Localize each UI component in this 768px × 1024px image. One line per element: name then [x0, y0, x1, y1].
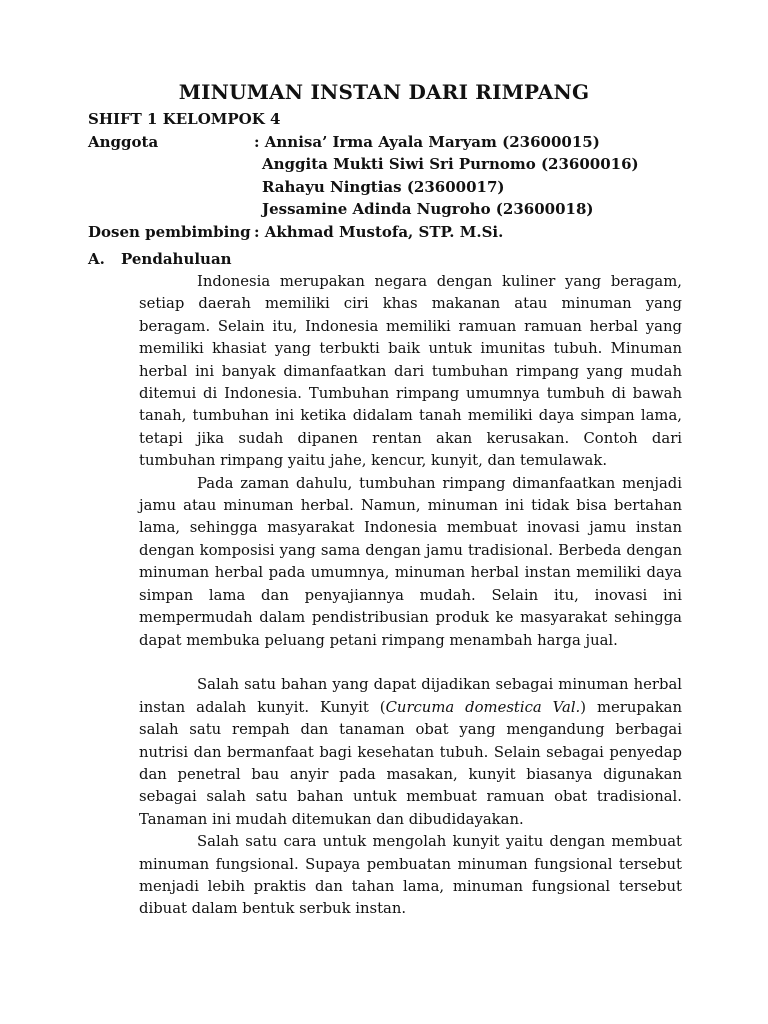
paragraph: Indonesia merupakan negara dengan kuliner yang beragam, setiap daerah memiliki ciri khas makanan atau minuman yang beragam. Selain itu, Indonesia memiliki ramuan ramuan herbal yang memiliki khasiat yang terbukti baik untuk imunitas tubuh. Minuman herbal ini banyak dimanfaatkan dari tumbuhan rimpang yang mudah ditemui di Indonesia. Tumbuhan rimpang umumnya tumbuh di bawah tanah, tumbuhan ini ketika didalam tanah memiliki daya simpan lama, tetapi jika sudah dipanen rentan akan kerusakan. Contoh dari tumbuhan rimpang yaitu jahe, kencur, kunyit, dan temulawak. — [139, 273, 682, 470]
members-row — [88, 153, 688, 176]
shift-line: SHIFT 1 KELOMPOK 4 — [88, 110, 281, 128]
member-name: Anggita Mukti Siwi Sri Purnomo (23600016) — [262, 155, 639, 173]
member-name: : Annisa’ Irma Ayala Maryam (23600015) — [254, 132, 600, 151]
section-body — [139, 271, 682, 921]
members-row — [88, 131, 688, 154]
supervisor-row — [88, 221, 688, 244]
section-heading — [88, 248, 232, 271]
document-meta — [88, 108, 688, 243]
members-label: Anggota — [88, 132, 159, 151]
members-row — [88, 198, 688, 221]
document-title: MINUMAN INSTAN DARI RIMPANG — [178, 80, 590, 104]
supervisor-name: : Akhmad Mustofa, STP. M.Si. — [254, 222, 504, 241]
section-number: A. — [88, 250, 105, 268]
paragraph: Pada zaman dahulu, tumbuhan rimpang dimanfaatkan menjadi jamu atau minuman herbal. Namun, minuman ini tidak bisa bertahan lama, sehingga masyarakat Indonesia membuat inovasi jamu instan dengan komposisi yang sama dengan jamu tradisional. Berbeda dengan minuman herbal pada umumnya, minuman herbal instan memiliki daya simpan lama dan penyajiannya mudah. Selain itu, inovasi ini mempermudah dalam pendistribusian produk ke masyarakat sehingga dapat membuka peluang petani rimpang menambah harga jual. — [139, 474, 682, 649]
paragraph-text: Salah satu bahan yang dapat dijadikan sebagai minuman herbal instan adalah kunyit. Kunyit ( — [139, 676, 682, 716]
member-name: Rahayu Ningtias (23600017) — [262, 177, 505, 196]
paragraph: Salah satu cara untuk mengolah kunyit yaitu dengan membuat minuman fungsional. Supaya pembuatan minuman fungsional tersebut menjadi lebih praktis dan tahan lama, minuman fungsional tersebut dibuat dalam bentuk serbuk instan. — [139, 833, 682, 918]
paragraph — [139, 674, 682, 831]
scientific-name: Curcuma domestica Val. — [385, 698, 581, 716]
supervisor-label: Dosen pembimbing — [88, 222, 251, 241]
members-row — [88, 176, 688, 199]
paragraph-text: ) merupakan salah satu rempah dan tanaman obat yang mengandung berbagai nutrisi dan bermanfaat bagi kesehatan tubuh. Selain sebagai penyedap dan penetral bau anyir pada masakan, kunyit biasanya digunakan sebagai salah satu bahan untuk membuat ramuan obat tradisional. Tanaman ini mudah ditemukan dan dibudidayakan. — [139, 698, 683, 828]
section-title: Pendahuluan — [121, 250, 232, 268]
member-name: Jessamine Adinda Nugroho (23600018) — [262, 200, 594, 218]
